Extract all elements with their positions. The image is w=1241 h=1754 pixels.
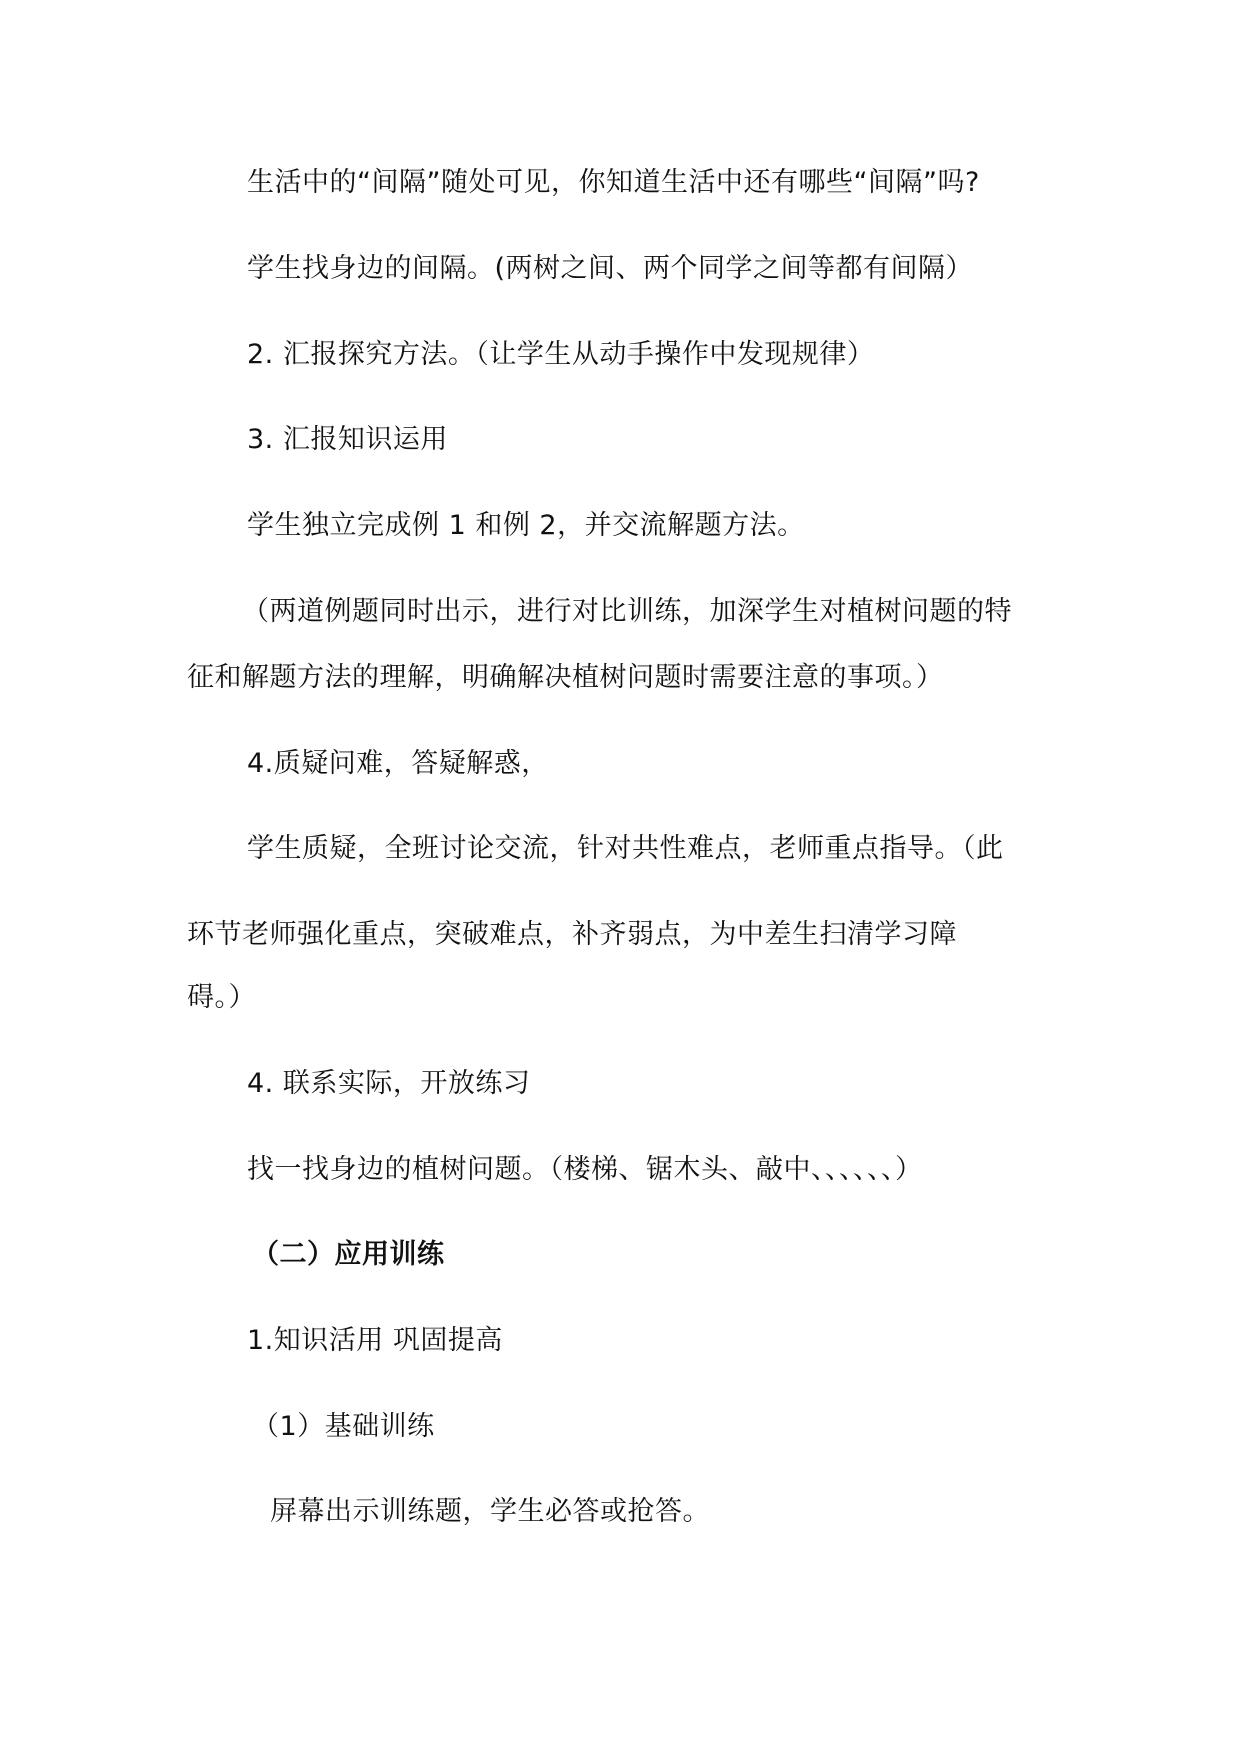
paragraph-line: 4.质疑问难，答疑解惑， (247, 748, 549, 779)
paragraph-line: 2. 汇报探究方法。（让学生从动手操作中发现规律） (247, 339, 875, 370)
paragraph-line: （1）基础训练 (252, 1411, 435, 1442)
paragraph-line: 找一找身边的植树问题。（楼梯、锯木头、敲中、、、、、、） (247, 1154, 923, 1185)
paragraph-line: 3. 汇报知识运用 (247, 424, 448, 455)
paragraph-line: 碍。） (187, 982, 256, 1013)
paragraph-line: 屏幕出示训练题，学生必答或抢答。 (270, 1496, 710, 1527)
paragraph-line: 学生找身边的间隔。(两树之间、两个同学之间等都有间隔） (247, 253, 974, 284)
paragraph-line: 征和解题方法的理解，明确解决植树问题时需要注意的事项。） (187, 662, 944, 693)
section-heading: （二）应用训练 (252, 1239, 445, 1270)
paragraph-line: 4. 联系实际，开放练习 (247, 1068, 531, 1099)
paragraph-line: 1.知识活用 巩固提高 (247, 1325, 503, 1356)
paragraph-line: 学生质疑，全班讨论交流，针对共性难点，老师重点指导。（此 (247, 833, 1004, 864)
paragraph-line: 生活中的“间隔”随处可见，你知道生活中还有哪些“间隔”吗? (247, 167, 980, 198)
paragraph-line: （两道例题同时出示，进行对比训练，加深学生对植树问题的特 (242, 596, 1012, 627)
paragraph-line: 学生独立完成例 1 和例 2，并交流解题方法。 (247, 510, 805, 541)
paragraph-line: 环节老师强化重点，突破难点，补齐弱点，为中差生扫清学习障 (187, 919, 957, 950)
